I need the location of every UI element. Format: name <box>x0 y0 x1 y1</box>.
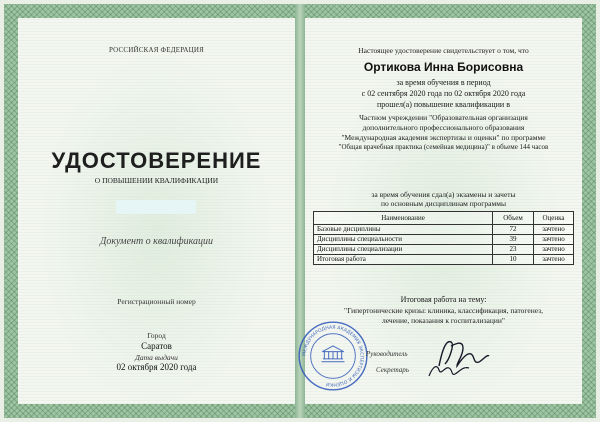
exams-text-2: по основным дисциплинам программы <box>380 199 506 208</box>
issue-date-value: 02 октября 2020 года <box>116 362 197 372</box>
period-dates: с 02 сентября 2020 года по 02 октября 2020 года <box>361 89 526 98</box>
intro-text: Настоящее удостоверение свидетельствует о том, что <box>358 46 529 55</box>
program-line: "Общая врачебная практика (семейная медицина)" в объеме 144 часов <box>338 143 549 151</box>
row-hours: 23 <box>493 245 534 255</box>
city-label: Город <box>147 331 166 340</box>
grades-table <box>313 211 574 265</box>
row-hours: 10 <box>493 255 534 265</box>
secretary-label: Секретарь <box>376 366 409 374</box>
registration-number-label: Регистрационный номер <box>117 297 196 306</box>
director-label: Руководитель <box>366 350 408 358</box>
row-grade: зачтено <box>534 225 574 235</box>
city-value: Саратов <box>141 341 172 351</box>
period-label: за время обучения в период <box>396 78 491 87</box>
issue-date-label: Дата выдачи <box>135 353 178 362</box>
row-grade: зачтено <box>534 245 574 255</box>
seal-stamp-icon <box>297 320 369 392</box>
document-qualification-label: Документ о квалификации <box>99 236 214 247</box>
row-hours: 72 <box>493 225 534 235</box>
holder-name: Ортикова Инна Борисовна <box>363 60 524 74</box>
exams-text-1: за время обучения сдал(а) экзамены и зачеты <box>371 190 516 199</box>
row-grade: зачтено <box>534 255 574 265</box>
certificate-subtitle: О ПОВЫШЕНИИ КВАЛИФИКАЦИИ <box>94 176 219 185</box>
institution-line-1: Частном учреждении "Образовательная организация <box>359 113 528 122</box>
table-row <box>314 235 574 245</box>
final-work-label: Итоговая работа на тему: <box>400 295 487 304</box>
row-grade: зачтено <box>534 235 574 245</box>
secretary-signature-icon <box>425 360 473 380</box>
completed-text: прошел(а) повышение квалификации в <box>377 100 510 109</box>
certificate-title: УДОСТОВЕРЕНИЕ <box>51 148 262 173</box>
right-page <box>302 18 582 404</box>
left-page <box>18 18 295 404</box>
table-row <box>314 225 574 235</box>
country-label: РОССИЙСКАЯ ФЕДЕРАЦИЯ <box>108 46 205 54</box>
institution-line-2: дополнительного профессионального образования <box>362 123 525 132</box>
table-row <box>314 245 574 255</box>
redacted-number <box>116 200 196 214</box>
row-subject: Дисциплины специальности <box>314 235 493 245</box>
table-row <box>314 255 574 265</box>
header-grade: Оценка <box>534 212 574 225</box>
final-work-topic-2: лечение, показания к госпитализации" <box>382 316 505 325</box>
svg-text:МЕЖДУНАРОДНАЯ АКАДЕМИЯ ЭКСПЕРТ: МЕЖДУНАРОДНАЯ АКАДЕМИЯ ЭКСПЕРТИЗЫ И ОЦЕНКИ <box>302 325 364 387</box>
row-subject: Итоговая работа <box>314 255 493 265</box>
header-name: Наименование <box>314 212 493 225</box>
institution-line-3: "Международная академия экспертизы и оценки" по программе <box>341 133 546 142</box>
row-subject: Базовые дисциплины <box>314 225 493 235</box>
row-subject: Дисциплины специализации <box>314 245 493 255</box>
row-hours: 39 <box>493 235 534 245</box>
header-volume: Объем <box>493 212 534 225</box>
table-header-row <box>314 212 574 225</box>
final-work-topic-1: "Гипертонические кризы: клиника, классификация, патогенез, <box>344 306 543 315</box>
